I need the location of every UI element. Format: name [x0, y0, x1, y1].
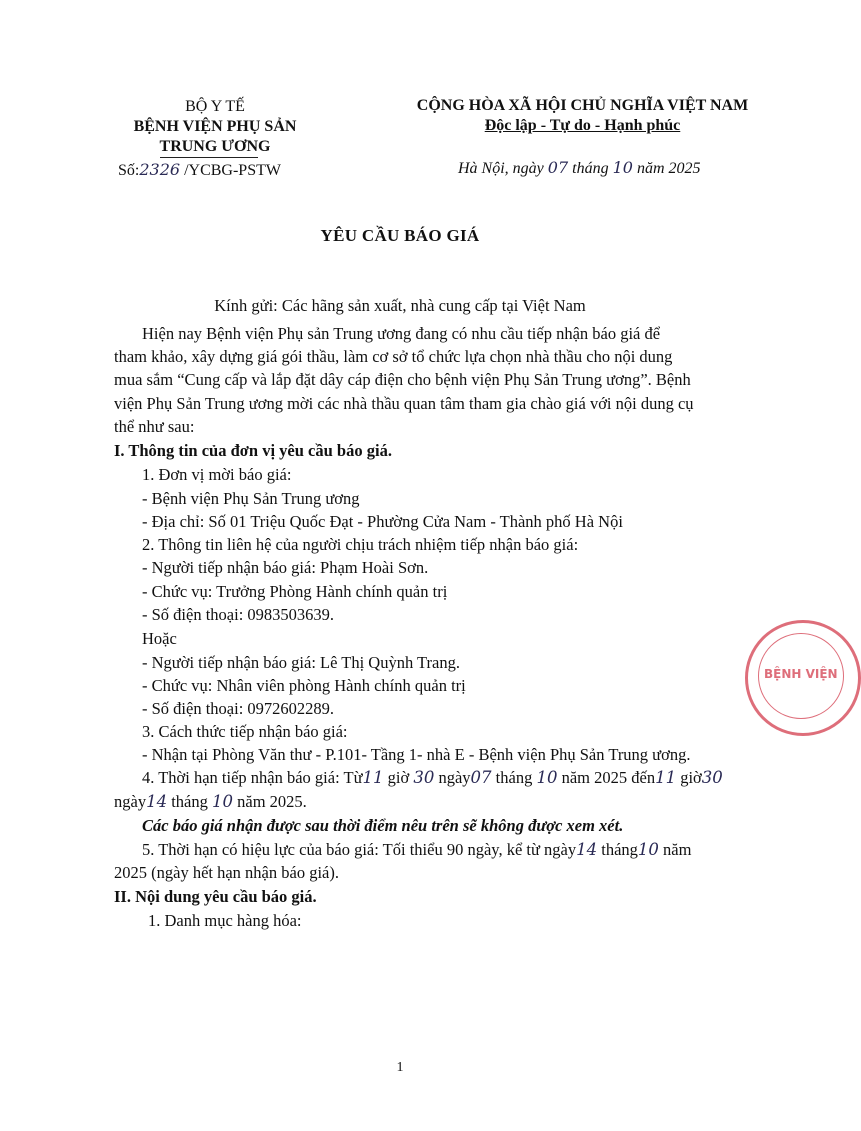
issue-day-handwritten: 07	[547, 158, 569, 177]
intro-line-2: tham khảo, xây dựng giá gói thầu, làm cơ sở tổ chức lựa chọn nhà thầu cho nội dung	[114, 347, 673, 366]
section-1-line: - Nhận tại Phòng Văn thư - P.101- Tầng 1- nhà E - Bệnh viện Phụ Sản Trung ương.	[142, 745, 691, 764]
national-motto: Độc lập - Tự do - Hạnh phúc	[484, 117, 681, 134]
intro-line-1: Hiện nay Bệnh viện Phụ sản Trung ương đang có nhu cầu tiếp nhận báo giá để	[142, 324, 661, 343]
validity-line-2: 2025 (ngày hết hạn nhận báo giá).	[114, 863, 339, 882]
section-1-line: - Số điện thoại: 0972602289.	[142, 699, 335, 718]
document-number-handwritten: 2326	[139, 160, 181, 179]
issue-date: Hà Nội, ngày 07 tháng 10 năm 2025	[458, 158, 701, 177]
deadline-line-2: ngày14 tháng 10 năm 2025.	[114, 792, 307, 811]
page-number: 1	[396, 1060, 404, 1075]
deadline-month-end: 10	[212, 792, 233, 811]
late-submission-note: Các báo giá nhận được sau thời điểm nêu trên sẽ không được xem xét.	[142, 816, 624, 835]
section-1-item-5: 5. Thời hạn có hiệu lực của báo giá: Tối thiểu 90 ngày, kể từ ngày14 tháng10 năm	[142, 840, 692, 859]
section-1-item-1: 1. Đơn vị mời báo giá:	[142, 465, 292, 484]
deadline-hour-start: 11	[362, 768, 384, 787]
section-1-line: - Chức vụ: Nhân viên phòng Hành chính quản trị	[142, 676, 466, 695]
section-1-line: - Chức vụ: Trưởng Phòng Hành chính quản trị	[142, 582, 448, 601]
section-1-item-2: 2. Thông tin liên hệ của người chịu trách nhiệm tiếp nhận báo giá:	[142, 535, 579, 554]
header-left-underline	[160, 157, 258, 158]
section-1-line: - Địa chỉ: Số 01 Triệu Quốc Đạt - Phường Cửa Nam - Thành phố Hà Nội	[142, 512, 623, 531]
section-2-item-1: 1. Danh mục hàng hóa:	[148, 911, 302, 930]
country-name: CỘNG HÒA XÃ HỘI CHỦ NGHĨA VIỆT NAM	[416, 97, 749, 114]
ministry-name: BỘ Y TẾ	[185, 98, 245, 115]
section-1-line: - Người tiếp nhận báo giá: Lê Thị Quỳnh Trang.	[142, 653, 460, 672]
section-1-line: - Người tiếp nhận báo giá: Phạm Hoài Sơn.	[142, 558, 429, 577]
section-1-line: Hoặc	[142, 629, 177, 648]
deadline-month-start: 10	[536, 768, 558, 787]
stamp-text: BỆNH VIỆN	[764, 667, 838, 681]
intro-line-3: mua sắm “Cung cấp và lắp đặt dây cáp điện cho bệnh viện Phụ Sản Trung ương”. Bệnh	[114, 370, 691, 389]
section-2-heading: II. Nội dung yêu cầu báo giá.	[114, 887, 317, 906]
validity-month: 10	[637, 840, 659, 859]
section-1-item-4: 4. Thời hạn tiếp nhận báo giá: Từ11 giờ 30 ngày07 tháng 10 năm 2025 đến11 giờ30	[142, 768, 723, 787]
deadline-minute-start: 30	[413, 768, 435, 787]
hospital-name-line1: BỆNH VIỆN PHỤ SẢN	[133, 118, 297, 135]
issue-month-handwritten: 10	[612, 158, 633, 177]
document-number: Số:2326 /YCBG-PSTW	[118, 160, 281, 179]
deadline-day-start: 07	[470, 768, 492, 787]
recipient-line: Kính gửi: Các hãng sản xuất, nhà cung cấp tại Việt Nam	[214, 296, 586, 315]
deadline-hour-end: 11	[655, 768, 677, 787]
section-1-line: - Bệnh viện Phụ Sản Trung ương	[142, 489, 360, 508]
intro-line-4: viện Phụ Sản Trung ương mời các nhà thầu quan tâm tham gia chào giá với nội dung cụ	[114, 394, 694, 413]
section-1-item-3: 3. Cách thức tiếp nhận báo giá:	[142, 722, 348, 741]
section-1-line: - Số điện thoại: 0983503639.	[142, 605, 335, 624]
deadline-minute-end: 30	[701, 768, 723, 787]
hospital-name-line2: TRUNG ƯƠNG	[159, 138, 271, 155]
document-title: YÊU CẦU BÁO GIÁ	[320, 226, 480, 245]
validity-day: 14	[576, 840, 598, 859]
intro-line-5: thể như sau:	[114, 417, 195, 436]
official-stamp	[745, 620, 861, 736]
deadline-day-end: 14	[146, 792, 168, 811]
section-1-heading: I. Thông tin của đơn vị yêu cầu báo giá.	[114, 441, 392, 460]
